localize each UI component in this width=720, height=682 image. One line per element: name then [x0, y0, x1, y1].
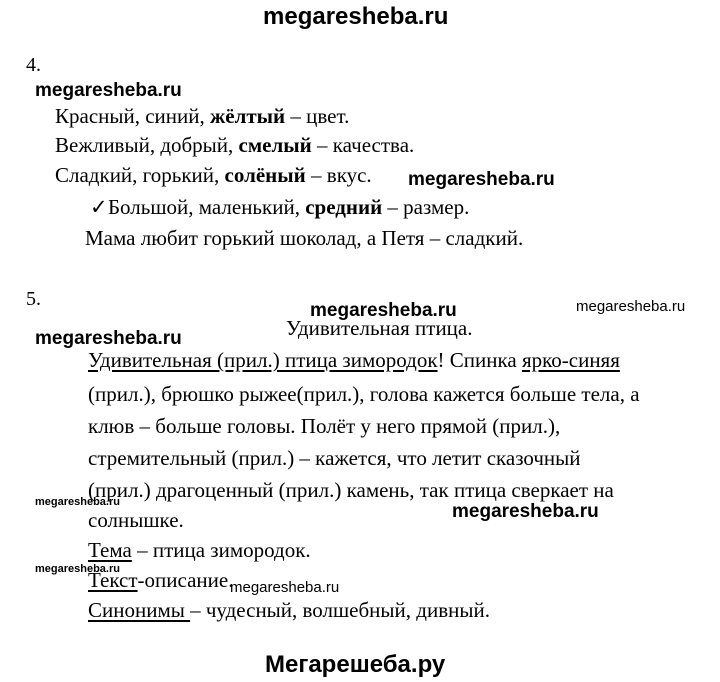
line-text: -описание.: [137, 568, 234, 592]
site-watermark-bottom: Мегарешеба.ру: [265, 651, 446, 678]
text-type-line: [88, 570, 233, 591]
site-watermark-top: megaresheba.ru: [263, 3, 449, 30]
theme-label: Тема: [88, 538, 132, 562]
task-4-number: 4.: [26, 54, 41, 76]
answer-word: солёный: [224, 163, 306, 187]
theme-line: [88, 540, 311, 561]
watermark: megaresheba.ru: [35, 496, 120, 508]
watermark: megaresheba.ru: [35, 328, 182, 349]
line-text: – качества.: [311, 133, 415, 157]
line-text: – вкус.: [305, 163, 372, 187]
text-line-1: [88, 350, 620, 371]
line-text: Красный, синий,: [55, 104, 211, 128]
task-4-line-5: Мама любит горький шоколад, а Петя – сладкий.: [85, 226, 524, 250]
line-text: – чудесный, волшебный, дивный.: [190, 598, 490, 622]
text-line-3: клюв – больше головы. Полёт у него прямой (прил.),: [88, 414, 561, 438]
task-4-line-3: [55, 165, 372, 186]
watermark: megaresheba.ru: [35, 80, 182, 101]
text-line-2: (прил.), брюшко рыжее(прил.), голова кажется больше тела, а: [88, 382, 640, 406]
task-5-title: Удивительная птица.: [286, 316, 473, 340]
check-mark-icon: ✓: [90, 195, 108, 219]
line-text: Большой, маленький,: [108, 195, 306, 219]
line-text: – цвет.: [285, 104, 350, 128]
line-text: – размер.: [382, 195, 470, 219]
line-text: ! Спинка: [437, 348, 522, 372]
text-line-4: стремительный (прил.) – кажется, что летит сказочный: [88, 446, 581, 470]
task-4-line-1: [55, 106, 349, 127]
watermark: megaresheba.ru: [35, 563, 120, 575]
watermark: megaresheba.ru: [408, 169, 555, 190]
answer-word: смелый: [238, 133, 312, 157]
watermark: megaresheba.ru: [576, 298, 686, 315]
answer-word: жёлтый: [210, 104, 286, 128]
line-text: – птица зимородок.: [131, 538, 311, 562]
task-4-line-2: [55, 135, 414, 156]
watermark: megaresheba.ru: [310, 300, 457, 321]
line-text: Сладкий, горький,: [55, 163, 225, 187]
task-4-line-4: [90, 197, 469, 218]
answer-word: средний: [305, 195, 383, 219]
line-text: Вежливый, добрый,: [55, 133, 239, 157]
text-type-label: Текст: [88, 568, 138, 592]
watermark: megaresheba.ru: [230, 579, 340, 596]
text-line-5: (прил.) драгоценный (прил.) камень, так птица сверкает на: [88, 478, 614, 502]
task-5-number: 5.: [26, 288, 41, 310]
watermark: megaresheba.ru: [452, 501, 599, 522]
synonyms-line: [88, 600, 490, 621]
synonyms-label: Синонимы: [88, 598, 191, 622]
underlined-phrase: Удивительная (прил.) птица зимородок: [88, 348, 438, 372]
underlined-phrase: ярко-синяя: [521, 348, 620, 372]
text-line-6: солнышке.: [88, 508, 184, 532]
